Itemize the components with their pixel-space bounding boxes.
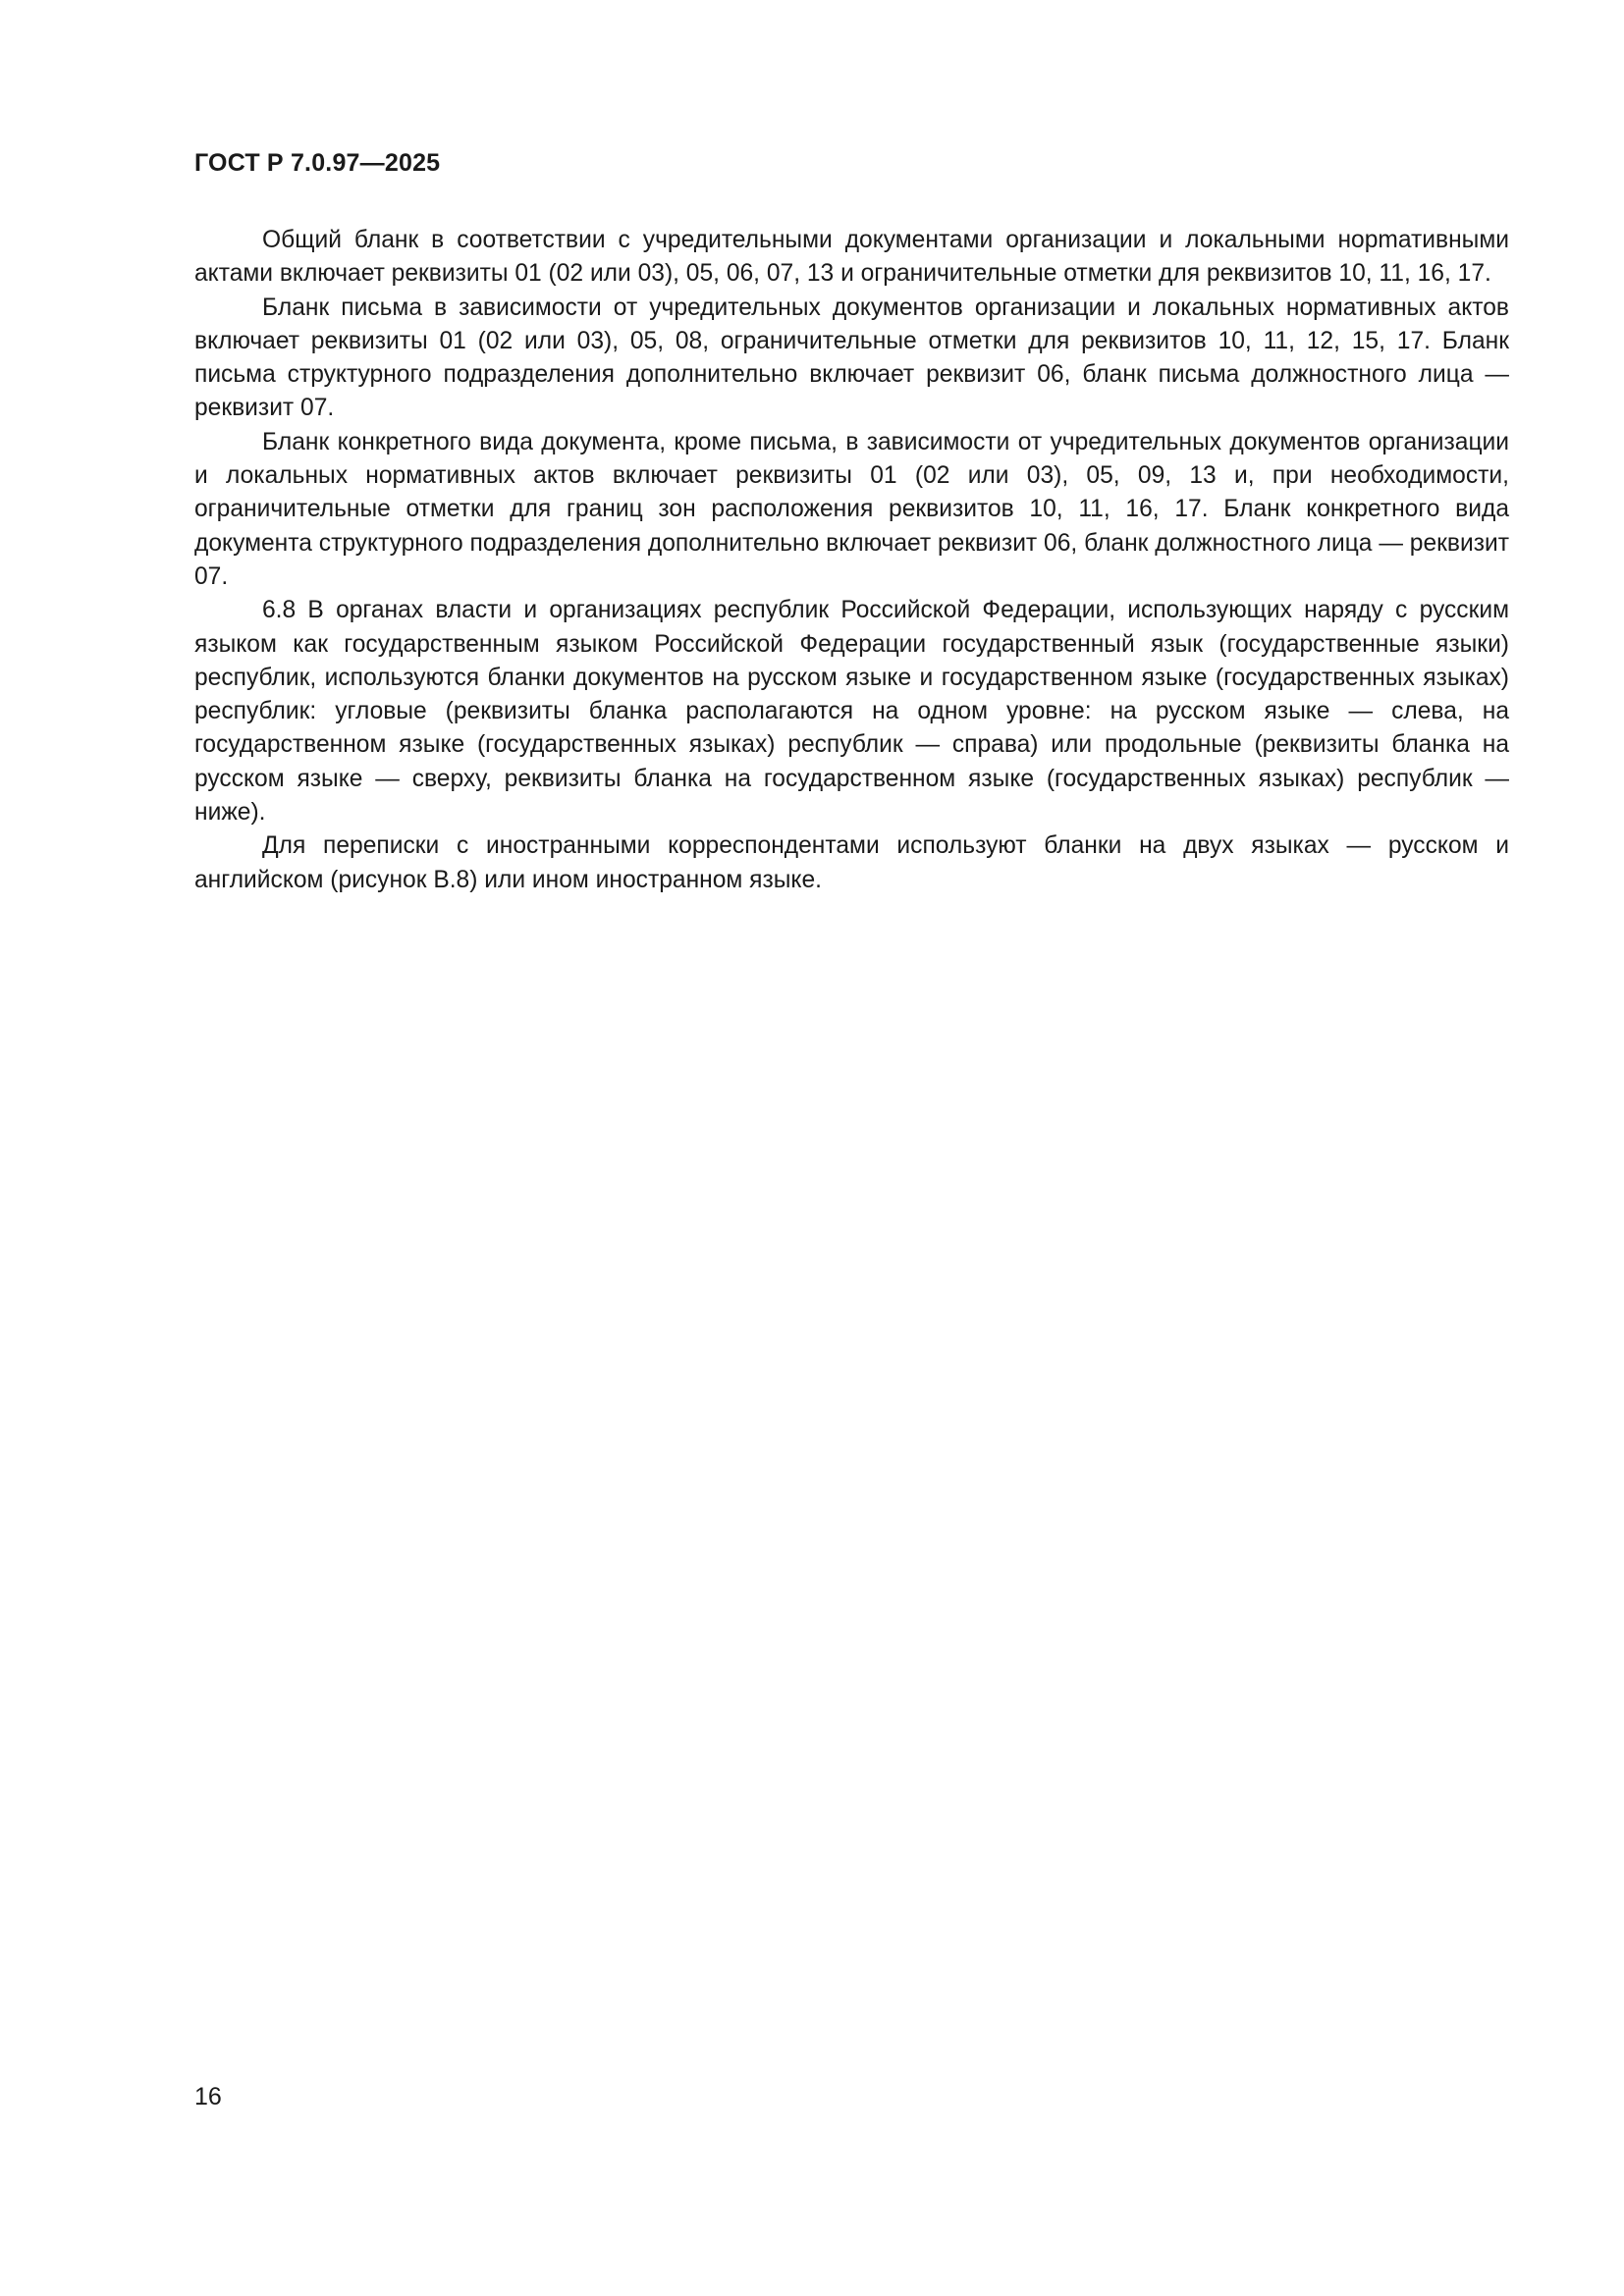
body-text [194, 224, 1509, 897]
paragraph-section-6-8: 6.8 В органах власти и организациях республик Российской Федерации, использующих наряду с русским языком как государственным языком Российской Федерации государственный язык (государственные языки) республик, используются бланки документов на русском языке и государственном языке (государственных языках) республик: угловые (реквизиты бланка располагаются на одном уровне: на русском языке — слева, на государственном языке (государственных языках) республик — справа) или продольные (реквизиты бланка на русском языке — сверху, реквизиты бланка на государственном языке (государственных языках) республик — ниже). [194, 597, 1509, 827]
paragraph-specific-document-blank: Бланк конкретного вида документа, кроме письма, в зависимости от учредительных документов организации и локальных нормативных актов включает реквизиты 01 (02 или 03), 05, 09, 13 и, при необходимости, ограничительные отметки для границ зон расположения реквизитов 10, 11, 16, 17. Бланк конкретного вида документа структурного подразделения дополнительно включает реквизит 06, бланк должностного лица — реквизит 07. [194, 428, 1509, 590]
paragraph-letter-blank: Бланк письма в зависимости от учредительных документов организации и локальных нормативных актов включает реквизиты 01 (02 или 03), 05, 08, ограничительные отметки для реквизитов 10, 11, 12, 15, 17. Бланк письма структурного подразделения дополнительно включает реквизит 06, бланк письма должностного лица — реквизит 07. [194, 294, 1509, 422]
page-number: 16 [194, 2083, 222, 2110]
standard-code-header: ГОСТ Р 7.0.97—2025 [194, 149, 441, 177]
paragraph-general-blank: Общий бланк в соответствии с учредительными документами организации и локальными норmативными актами включает реквизиты 01 (02 или 03), 05, 06, 07, 13 и ограничительные отметки для реквизитов 10, 11, 16, 17. [194, 227, 1509, 288]
paragraph-foreign-correspondence: Для переписки с иностранными корреспондентами используют бланки на двух языках — русском и английском (рисунок В.8) или ином иностранном языке. [194, 832, 1509, 893]
